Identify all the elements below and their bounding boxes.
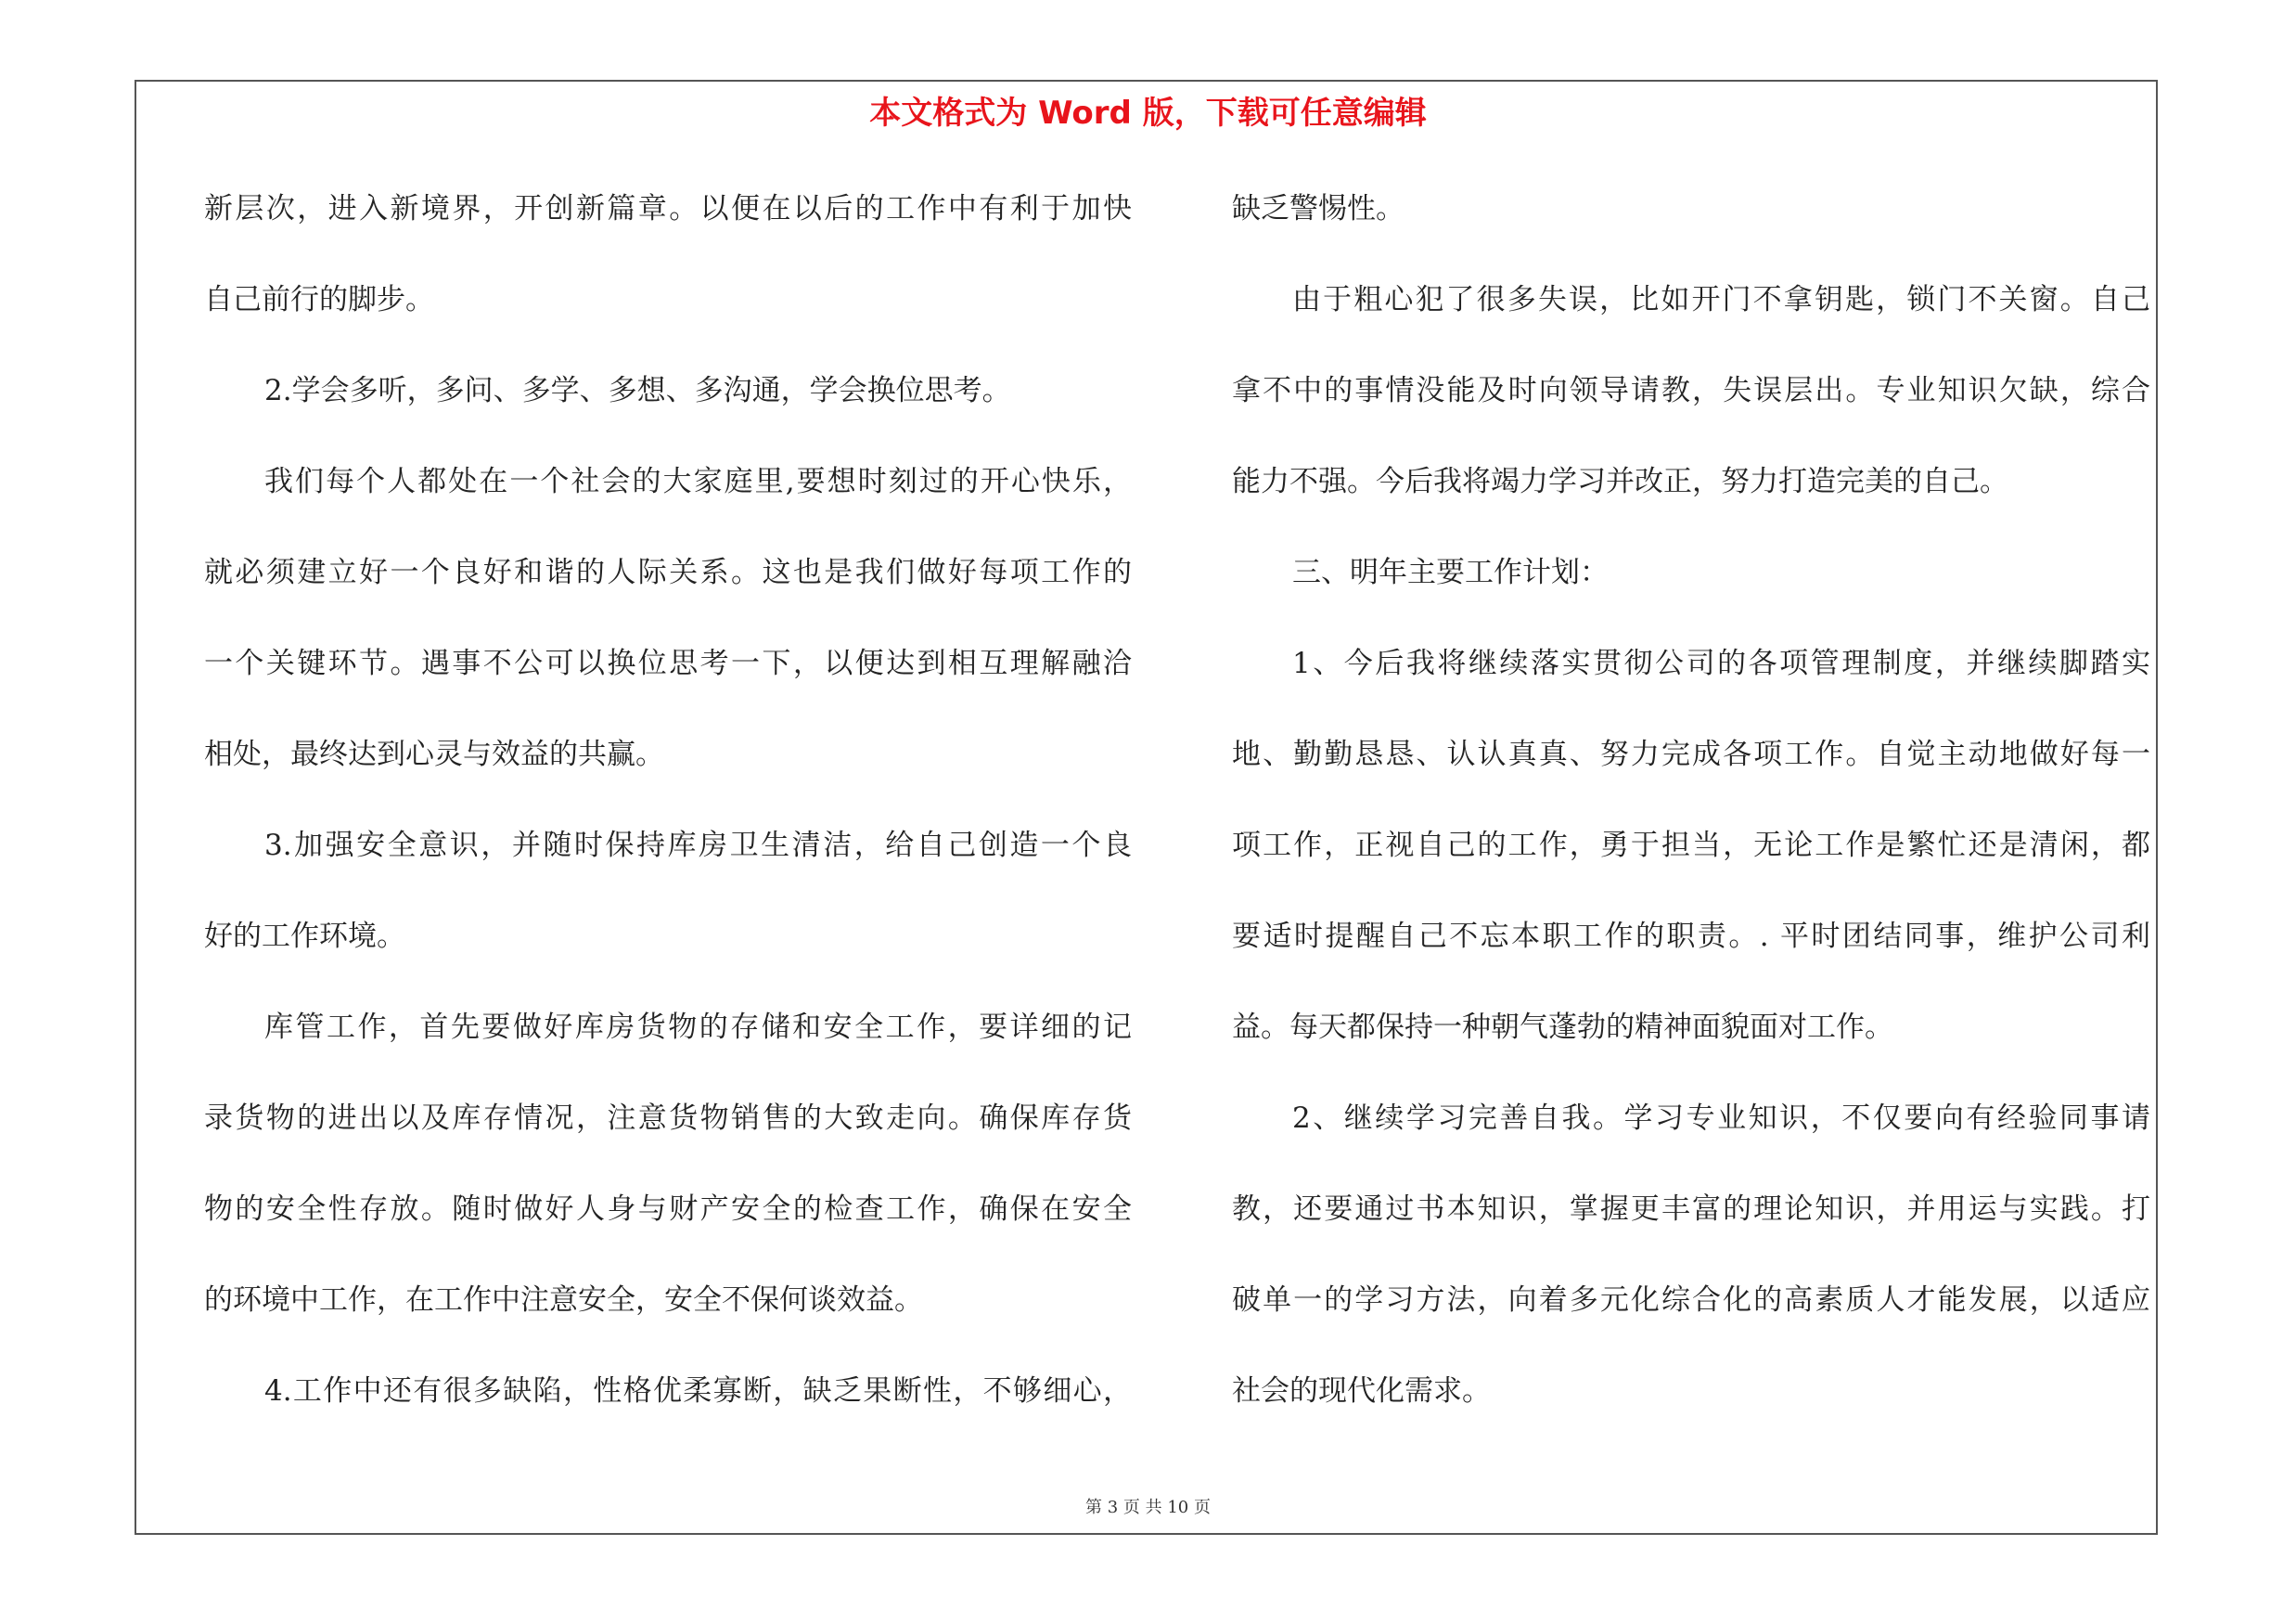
text-line: 地、勤勤恳恳、认认真真、努力完成各项工作。自觉主动地做好每一 xyxy=(1232,738,2150,771)
text-line: 的环境中工作，在工作中注意安全，安全不保何谈效益。 xyxy=(204,1283,923,1317)
text-line: 自己前行的脚步。 xyxy=(204,283,434,316)
text-line: 益。每天都保持一种朝气蓬勃的精神面貌面对工作。 xyxy=(1232,1011,1893,1044)
page-number: 第 3 页 共 10 页 xyxy=(1085,1498,1211,1517)
text-line: 2.学会多听，多问、多学、多想、多沟通，学会换位思考。 xyxy=(264,374,1011,407)
text-line: 2、继续学习完善自我。学习专业知识，不仅要向有经验同事请 xyxy=(1292,1101,2150,1135)
text-line: 新层次，进入新境界，开创新篇章。以便在以后的工作中有利于加快 xyxy=(204,192,1132,225)
text-line: 库管工作，首先要做好库房货物的存储和安全工作，要详细的记 xyxy=(264,1011,1132,1044)
text-line: 相处，最终达到心灵与效益的共赢。 xyxy=(204,738,664,771)
text-line: 好的工作环境。 xyxy=(204,920,405,953)
text-line: 录货物的进出以及库存情况，注意货物销售的大致走向。确保库存货 xyxy=(204,1101,1132,1135)
text-line: 能力不强。今后我将竭力学习并改正，努力打造完美的自己。 xyxy=(1232,465,2008,498)
text-line: 3.加强安全意识，并随时保持库房卫生清洁，给自己创造一个良 xyxy=(264,829,1132,862)
text-line: 缺乏警惕性。 xyxy=(1232,192,1405,225)
text-line: 物的安全性存放。随时做好人身与财产安全的检查工作，确保在安全 xyxy=(204,1192,1132,1226)
text-line: 项工作，正视自己的工作，勇于担当，无论工作是繁忙还是清闲，都 xyxy=(1232,829,2150,862)
banner-notice: 本文格式为 Word 版，下载可任意编辑 xyxy=(869,95,1427,132)
text-line: 由于粗心犯了很多失误，比如开门不拿钥匙，锁门不关窗。自己 xyxy=(1292,283,2150,316)
text-line: 社会的现代化需求。 xyxy=(1232,1374,1491,1408)
text-line: 三、明年主要工作计划： xyxy=(1292,556,1609,589)
text-line: 要适时提醒自己不忘本职工作的职责。. 平时团结同事，维护公司利 xyxy=(1232,920,2150,953)
text-line: 就必须建立好一个良好和谐的人际关系。这也是我们做好每项工作的 xyxy=(204,556,1132,589)
text-line: 1、今后我将继续落实贯彻公司的各项管理制度，并继续脚踏实 xyxy=(1292,647,2150,680)
text-line: 4.工作中还有很多缺陷，性格优柔寡断，缺乏果断性，不够细心， xyxy=(264,1374,1132,1408)
text-line: 破单一的学习方法，向着多元化综合化的高素质人才能发展，以适应 xyxy=(1232,1283,2150,1317)
text-line: 我们每个人都处在一个社会的大家庭里,要想时刻过的开心快乐， xyxy=(264,465,1132,498)
text-line: 教，还要通过书本知识，掌握更丰富的理论知识，并用运与实践。打 xyxy=(1232,1192,2150,1226)
text-line: 一个关键环节。遇事不公可以换位思考一下，以便达到相互理解融洽 xyxy=(204,647,1132,680)
text-line: 拿不中的事情没能及时向领导请教，失误层出。专业知识欠缺，综合 xyxy=(1232,374,2150,407)
